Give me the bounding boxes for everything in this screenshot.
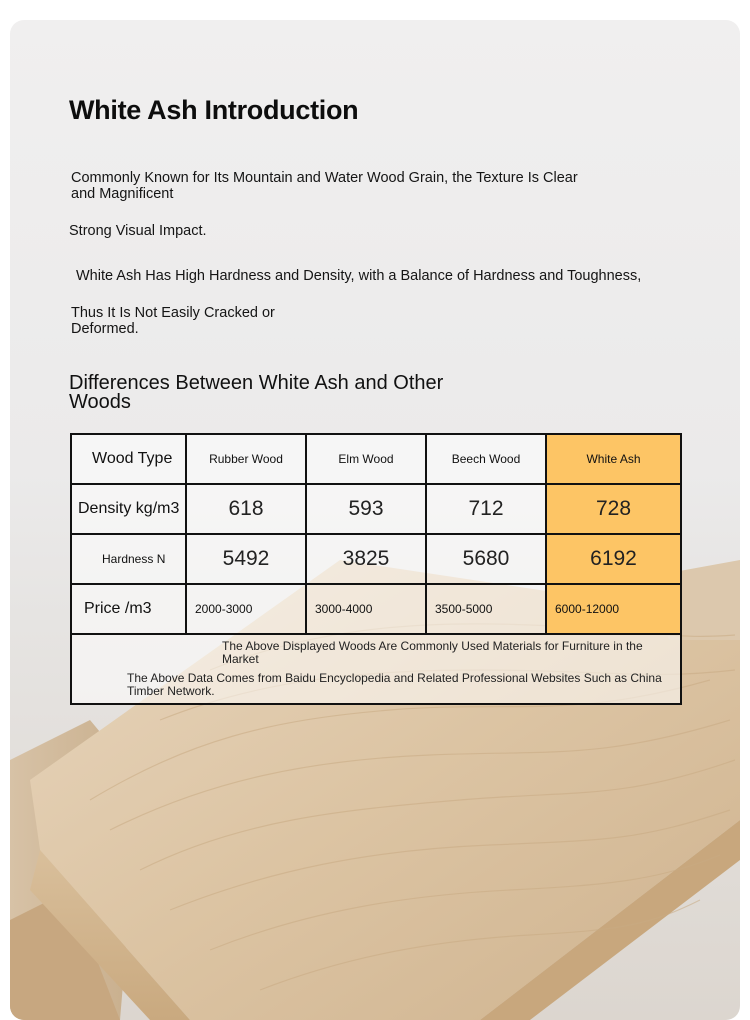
table-header-row <box>71 434 681 484</box>
column-header-beech-wood: Beech Wood <box>426 434 546 484</box>
table-notes-cell <box>71 634 681 704</box>
table-note-1: The Above Displayed Woods Are Commonly Used Materials for Furniture in the Market <box>222 639 643 666</box>
header-label-cell: Wood Type <box>71 434 186 484</box>
table-cell: 593 <box>306 484 426 534</box>
table-cell: 3500-5000 <box>426 584 546 634</box>
table-cell: 618 <box>186 484 306 534</box>
row-label-density: Density kg/m3 <box>71 484 186 534</box>
product-card <box>10 20 740 1020</box>
table-notes-row <box>71 634 681 704</box>
table-cell-highlight: 728 <box>546 484 681 534</box>
page-title: White Ash Introduction <box>69 95 359 125</box>
wood-comparison-table <box>70 433 682 705</box>
table-row-density <box>71 484 681 534</box>
row-label-price: Price /m3 <box>71 584 186 634</box>
table-cell: 712 <box>426 484 546 534</box>
table-row-price <box>71 584 681 634</box>
intro-paragraph-4: Thus It Is Not Easily Cracked or Deformed. <box>71 305 275 337</box>
intro-paragraph-1: Commonly Known for Its Mountain and Water Wood Grain, the Texture Is Clear and Magnificent <box>71 170 578 202</box>
column-header-white-ash: White Ash <box>546 434 681 484</box>
table-cell: 5492 <box>186 534 306 584</box>
table-cell: 3825 <box>306 534 426 584</box>
table-cell: 3000-4000 <box>306 584 426 634</box>
table-cell-highlight: 6000-12000 <box>546 584 681 634</box>
table-cell: 2000-3000 <box>186 584 306 634</box>
table-row-hardness <box>71 534 681 584</box>
column-header-rubber-wood: Rubber Wood <box>186 434 306 484</box>
row-label-hardness: Hardness N <box>71 534 186 584</box>
intro-paragraph-2: Strong Visual Impact. <box>69 223 207 239</box>
table-note-2: The Above Data Comes from Baidu Encyclopedia and Related Professional Websites Such as China Timber Network. <box>127 671 662 698</box>
intro-paragraph-3: White Ash Has High Hardness and Density, with a Balance of Hardness and Toughness, <box>76 268 642 284</box>
column-header-elm-wood: Elm Wood <box>306 434 426 484</box>
table-cell-highlight: 6192 <box>546 534 681 584</box>
table-cell: 5680 <box>426 534 546 584</box>
section-subtitle: Differences Between White Ash and Other Woods <box>69 372 444 413</box>
